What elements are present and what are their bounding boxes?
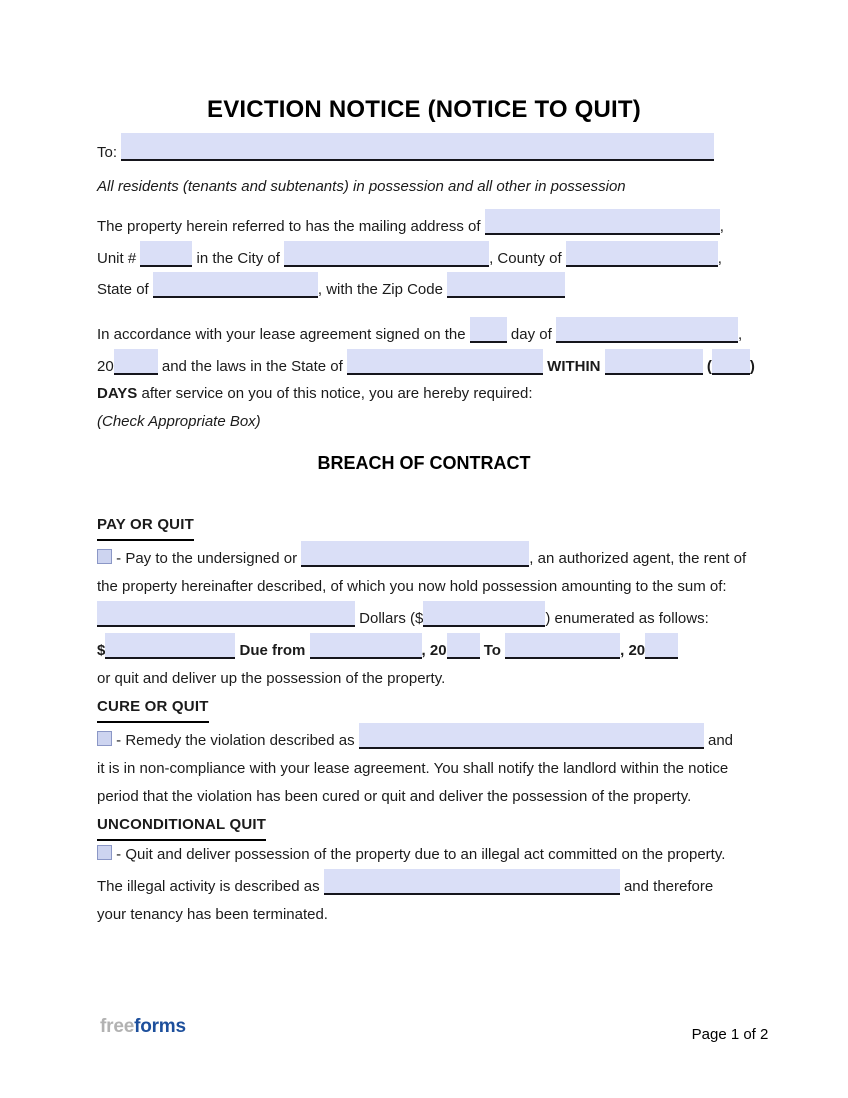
property-paragraph	[97, 209, 753, 304]
pay-line-2	[97, 573, 753, 601]
violation-field[interactable]	[359, 723, 704, 749]
due-from-year-field[interactable]	[447, 633, 480, 659]
state-field[interactable]	[153, 272, 318, 298]
county-field[interactable]	[566, 241, 718, 267]
cure-text-3: it is in non-compliance with your lease agreement. You shall notify the landlord within the notice	[97, 760, 729, 777]
cure-or-quit-heading-line	[97, 693, 753, 723]
paren-open: (	[706, 357, 712, 375]
pay-text-2: , an authorized agent, the rent of	[529, 550, 747, 567]
due-from-label: Due from	[239, 642, 306, 659]
lease-text-4: and the laws in the State of	[161, 357, 343, 375]
lease-text-1: In accordance with your lease agreement signed on the	[97, 326, 466, 343]
lease-text-5: after service on you of this notice, you are hereby required:	[141, 385, 533, 402]
to-line	[97, 133, 753, 167]
uncond-text-4: your tenancy has been terminated.	[97, 906, 328, 923]
pay-or-quit-checkbox[interactable]	[97, 549, 112, 564]
to-field[interactable]	[121, 133, 714, 161]
pay-or-quit-heading: PAY OR QUIT	[97, 511, 194, 541]
due-to-year-field[interactable]	[645, 633, 678, 659]
residents-note: All residents (tenants and subtenants) in possession and all other in possession	[97, 178, 626, 195]
pay-or-quit-heading-line	[97, 511, 753, 541]
day-field[interactable]	[470, 317, 507, 343]
lease-line-2	[97, 349, 753, 381]
days-written-field[interactable]	[605, 349, 703, 375]
rent-field[interactable]	[105, 633, 235, 659]
cure-text-2: and	[707, 732, 734, 749]
lease-line-3	[97, 380, 753, 408]
city-field[interactable]	[284, 241, 489, 267]
logo-forms-part: forms	[134, 1016, 186, 1037]
pay-line-3	[97, 601, 753, 633]
pay-text-3: the property hereinafter described, of which you now hold possession amounting to the sum of:	[97, 578, 727, 595]
state-law-field[interactable]	[347, 349, 543, 375]
unconditional-quit-heading: UNCONDITIONAL QUIT	[97, 811, 266, 841]
pay-line-5	[97, 665, 753, 693]
comma: ,	[719, 218, 724, 235]
uncond-text-1: - Quit and deliver possession of the property due to an illegal act committed on the property.	[116, 846, 726, 863]
breach-body	[97, 511, 753, 929]
cure-line-3	[97, 783, 753, 811]
unconditional-quit-checkbox[interactable]	[97, 845, 112, 860]
cure-text-1: - Remedy the violation described as	[116, 732, 355, 749]
pay-text-4: Dollars ($	[359, 610, 424, 627]
amount-number-field[interactable]	[423, 601, 545, 627]
days-label: DAYS	[97, 385, 138, 402]
illegal-activity-field[interactable]	[324, 869, 620, 895]
pay-text-6: or quit and deliver up the possession of the property.	[97, 670, 446, 687]
breach-heading: BREACH OF CONTRACT	[317, 453, 531, 473]
page-number: Page 1 of 2	[691, 1026, 769, 1043]
agent-field[interactable]	[301, 541, 529, 567]
days-number-field[interactable]	[712, 349, 750, 375]
property-text-5: State of	[97, 281, 149, 298]
due-to-year-label: , 20	[620, 642, 646, 659]
pay-line-4	[97, 633, 753, 665]
property-line-2	[97, 241, 753, 273]
year-field[interactable]	[114, 349, 158, 375]
cure-or-quit-checkbox[interactable]	[97, 731, 112, 746]
amount-words-field[interactable]	[97, 601, 355, 627]
lease-line-4	[97, 408, 753, 436]
uncond-line-3	[97, 901, 753, 929]
month-field[interactable]	[556, 317, 738, 343]
property-line-1	[97, 209, 753, 241]
property-text-6: , with the Zip Code	[317, 281, 443, 298]
property-line-3	[97, 272, 753, 304]
due-from-year-label: , 20	[421, 642, 447, 659]
document-title: EVICTION NOTICE (NOTICE TO QUIT)	[207, 96, 641, 123]
pay-line-1	[97, 541, 753, 573]
check-box-instruction: (Check Appropriate Box)	[97, 412, 261, 430]
cure-text-4: period that the violation has been cured or quit and deliver the possession of the property.	[97, 788, 692, 805]
lease-paragraph	[97, 317, 753, 435]
unconditional-quit-heading-line	[97, 811, 753, 841]
uncond-line-1	[97, 841, 753, 869]
to-range-label: To	[483, 642, 501, 659]
logo-free-part: free	[100, 1016, 135, 1037]
uncond-text-2: The illegal activity is described as	[97, 878, 320, 895]
mailing-address-field[interactable]	[485, 209, 720, 235]
lease-line-1	[97, 317, 753, 349]
to-label: To:	[97, 144, 118, 161]
cure-or-quit-heading: CURE OR QUIT	[97, 693, 209, 723]
comma: ,	[717, 249, 722, 267]
uncond-text-3: and therefore	[623, 878, 714, 895]
property-text-4: , County of	[489, 249, 562, 267]
property-text-2: Unit #	[97, 249, 137, 267]
pay-text-5: ) enumerated as follows:	[545, 610, 709, 627]
cure-line-2	[97, 755, 753, 783]
freeforms-logo	[100, 1016, 300, 1038]
uncond-line-2	[97, 869, 753, 901]
unit-field[interactable]	[140, 241, 192, 267]
lease-text-2: day of	[510, 326, 552, 343]
property-text-1: The property herein referred to has the mailing address of	[97, 218, 481, 235]
dollar-sign: $	[97, 642, 106, 659]
cure-line-1	[97, 723, 753, 755]
lease-text-3: 20	[97, 357, 114, 375]
comma: ,	[737, 326, 743, 343]
zip-field[interactable]	[447, 272, 565, 298]
pay-text-1: - Pay to the undersigned or	[116, 550, 298, 567]
property-text-3: in the City of	[196, 249, 280, 267]
within-label: WITHIN	[547, 357, 601, 375]
paren-close: )	[749, 357, 755, 375]
due-from-field[interactable]	[310, 633, 422, 659]
due-to-field[interactable]	[505, 633, 620, 659]
